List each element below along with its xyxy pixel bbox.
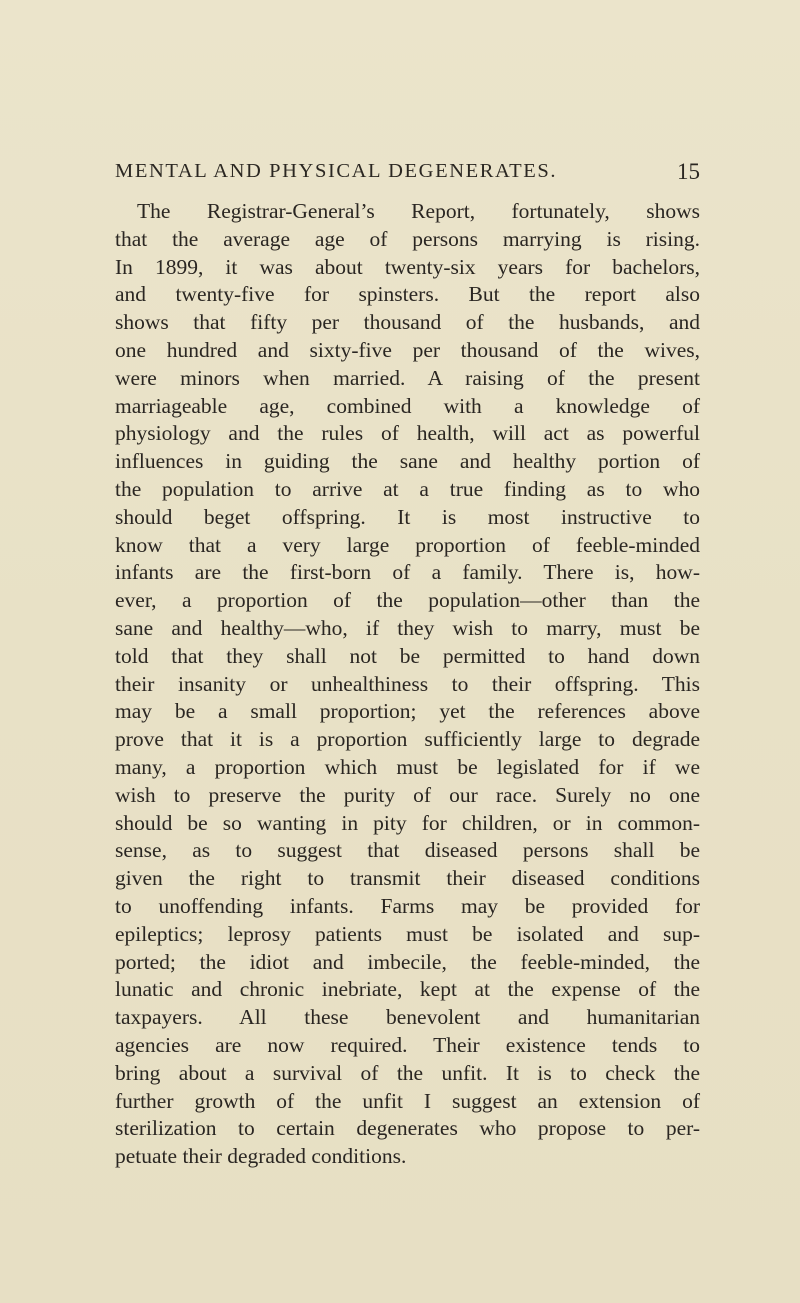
running-title: MENTAL AND PHYSICAL DEGENERATES.: [115, 160, 558, 182]
text-line: physiology and the rules of health, will act as powerful: [115, 421, 700, 446]
text-line: bring about a survival of the unfit. It is to check the: [115, 1060, 700, 1085]
text-line: petuate their degraded conditions.: [115, 1144, 407, 1169]
text-line: prove that it is a proportion sufficiently large to degrade: [115, 727, 700, 752]
text-line: the population to arrive at a true finding as to who: [115, 476, 700, 501]
text-line: marriageable age, combined with a knowledge of: [115, 393, 700, 418]
text-line: ever, a proportion of the population—other than the: [115, 588, 700, 613]
text-line: should be so wanting in pity for children, or in common-: [115, 810, 700, 835]
text-line: ported; the idiot and imbecile, the feeble-minded, the: [115, 949, 700, 974]
page-number: 15: [677, 159, 700, 184]
text-line: taxpayers. All these benevolent and humanitarian: [115, 1005, 700, 1030]
text-line: told that they shall not be permitted to hand down: [115, 643, 700, 668]
text-line: their insanity or unhealthiness to their offspring. This: [115, 671, 700, 696]
text-line: to unoffending infants. Farms may be provided for: [115, 893, 700, 918]
text-line: sense, as to suggest that diseased persons shall be: [115, 838, 700, 863]
text-line: given the right to transmit their diseased conditions: [115, 866, 700, 891]
text-line: shows that fifty per thousand of the husbands, and: [115, 310, 700, 335]
text-line: further growth of the unfit I suggest an extension of: [115, 1088, 700, 1113]
running-head: [115, 160, 700, 190]
text-line: sterilization to certain degenerates who propose to per-: [115, 1116, 700, 1141]
text-line: epileptics; leprosy patients must be isolated and sup-: [115, 921, 700, 946]
text-line: In 1899, it was about twenty-six years for bachelors,: [115, 254, 700, 279]
text-line: sane and healthy—who, if they wish to marry, must be: [115, 615, 700, 640]
text-line: may be a small proportion; yet the references above: [115, 699, 700, 724]
text-line: infants are the first-born of a family. There is, how-: [115, 560, 700, 585]
text-line: one hundred and sixty-five per thousand of the wives,: [115, 337, 700, 362]
text-line: were minors when married. A raising of the present: [115, 365, 700, 390]
text-line: should beget offspring. It is most instructive to: [115, 504, 700, 529]
text-line: influences in guiding the sane and healthy portion of: [115, 449, 700, 474]
text-line: The Registrar-General’s Report, fortunately, shows: [137, 199, 700, 223]
text-line: that the average age of persons marrying is rising.: [115, 226, 700, 251]
text-line: agencies are now required. Their existence tends to: [115, 1032, 700, 1057]
text-line: lunatic and chronic inebriate, kept at the expense of the: [115, 977, 700, 1002]
text-line: and twenty-five for spinsters. But the report also: [115, 282, 700, 307]
text-line: wish to preserve the purity of our race. Surely no one: [115, 782, 700, 807]
text-line: many, a proportion which must be legislated for if we: [115, 754, 700, 779]
text-line: know that a very large proportion of feeble-minded: [115, 532, 700, 557]
body-paragraph: [115, 198, 700, 1171]
